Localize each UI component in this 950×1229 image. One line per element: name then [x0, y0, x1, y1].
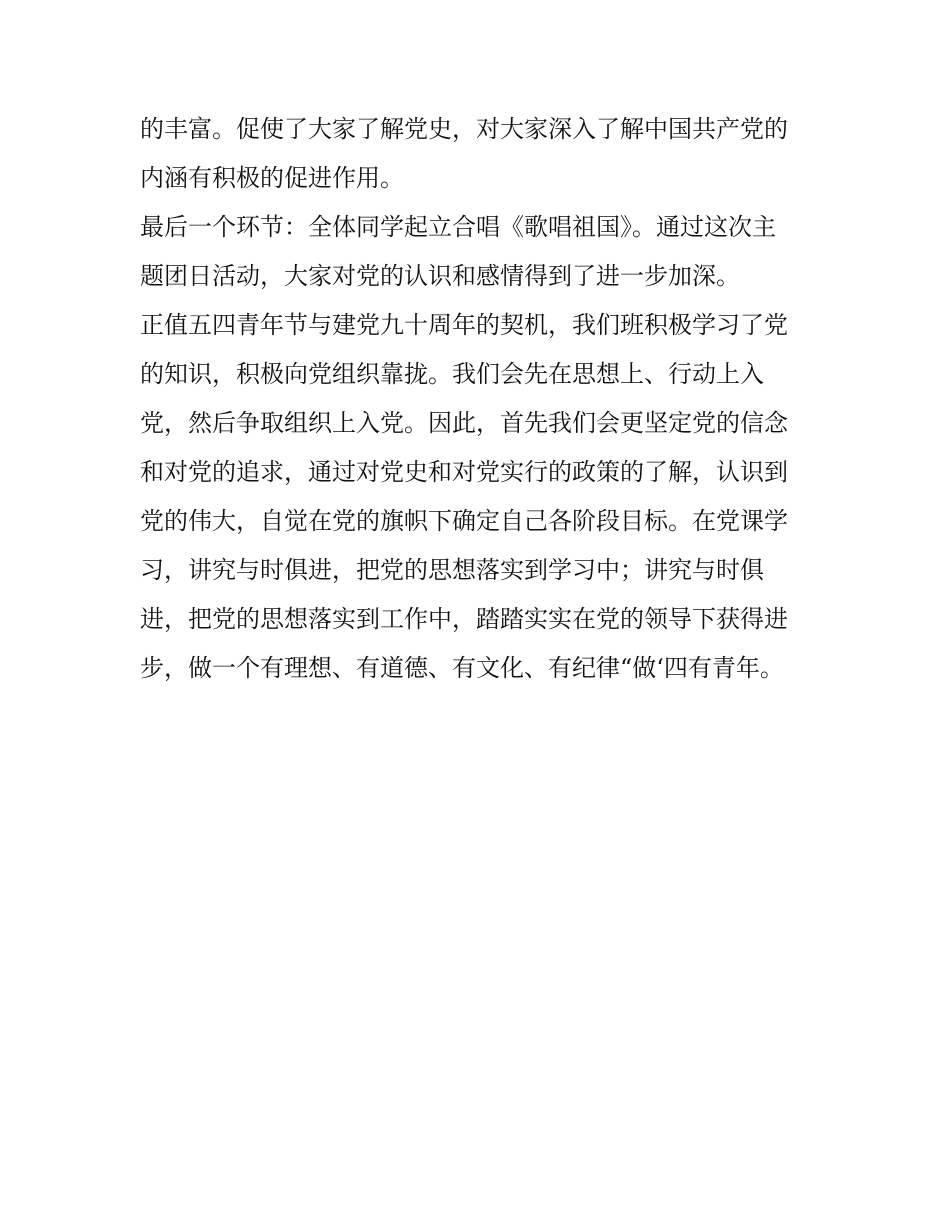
text-line-7: 党，然后争取组织上入党。因此，首先我们会更坚定党的信念	[140, 409, 788, 437]
text-line-9: 党的伟大，自觉在党的旗帜下确定自己各阶段目标。在党课学	[140, 507, 788, 535]
text-line-1: 的丰富。促使了大家了解党史，对大家深入了解中国共产党的	[140, 115, 788, 143]
text-line-5: 正值五四青年节与建党九十周年的契机，我们班积极学习了党	[140, 311, 788, 339]
body-text	[140, 105, 820, 693]
text-line-3: 最后一个环节：全体同学起立合唱《歌唱祖国》。通过这次主	[140, 213, 776, 241]
text-line-12: 步，做一个有理想、有道德、有文化、有纪律“做‘四有青年。	[140, 654, 784, 682]
text-line-8: 和对党的追求，通过对党史和对党实行的政策的了解，认识到	[140, 458, 788, 486]
text-line-6: 的知识，积极向党组织靠拢。我们会先在思想上、行动上入	[140, 360, 764, 388]
text-line-4: 题团日活动，大家对党的认识和感情得到了进一步加深。	[140, 262, 740, 290]
text-line-2: 内涵有积极的促进作用。	[140, 164, 404, 192]
text-line-10: 习，讲究与时俱进，把党的思想落实到学习中；讲究与时俱	[140, 556, 764, 584]
text-line-11: 进，把党的思想落实到工作中，踏踏实实在党的领导下获得进	[140, 605, 788, 633]
